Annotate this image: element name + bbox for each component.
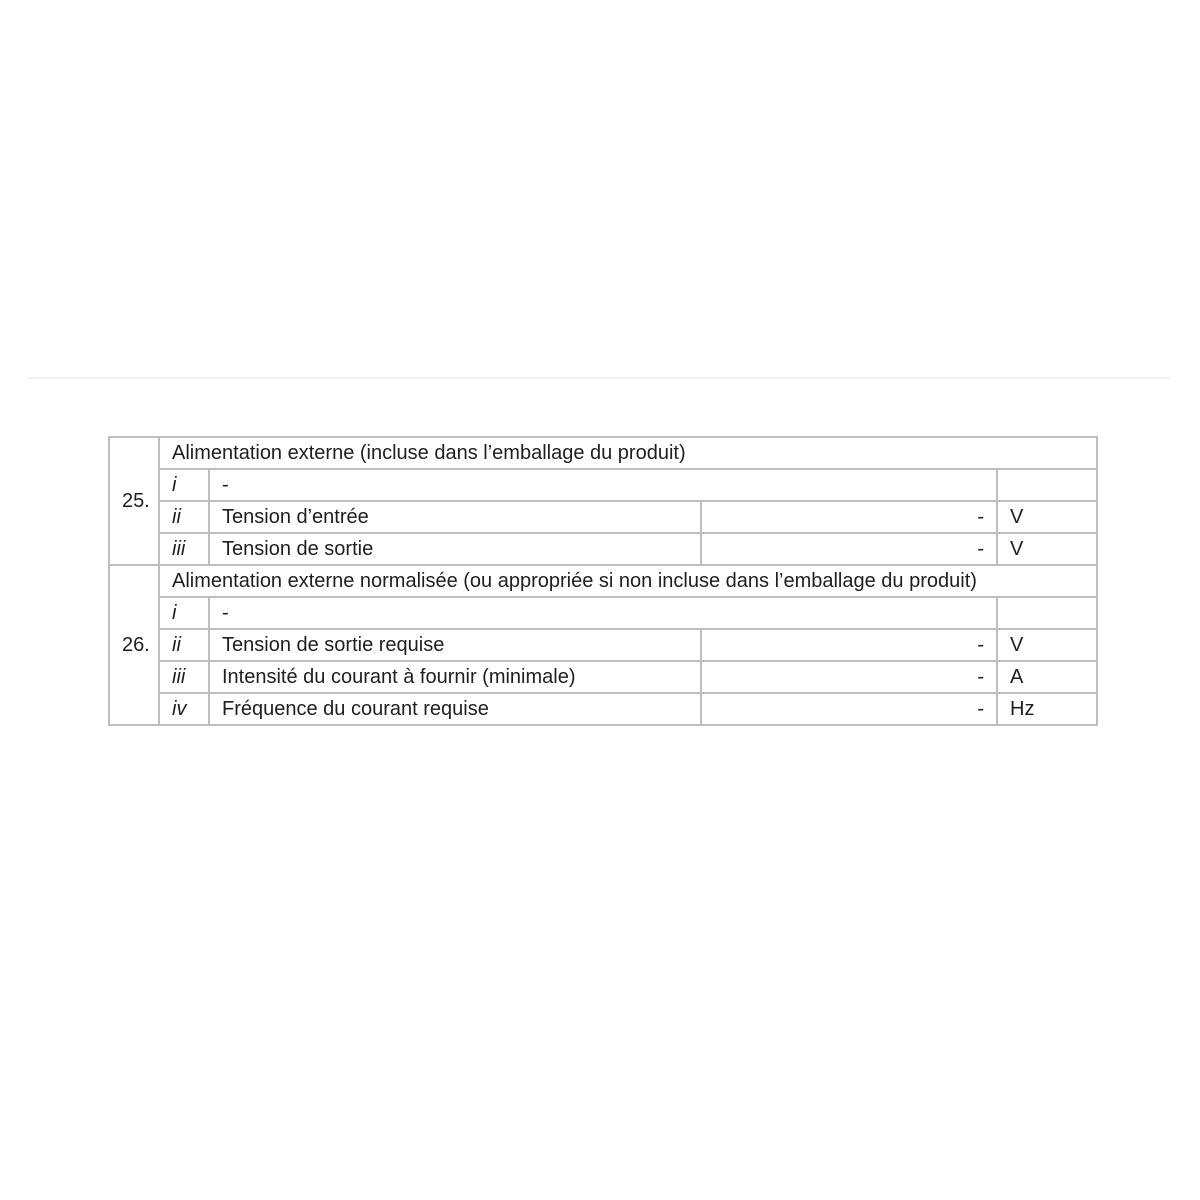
separator-line bbox=[28, 377, 1170, 379]
row-unit bbox=[997, 469, 1097, 501]
section-title: Alimentation externe (incluse dans l’emballage du produit) bbox=[159, 437, 1097, 469]
row-numeral: i bbox=[159, 597, 209, 629]
section-title: Alimentation externe normalisée (ou appropriée si non incluse dans l’emballage du produit) bbox=[159, 565, 1097, 597]
section-number: 25. bbox=[109, 437, 159, 565]
row-unit: V bbox=[997, 501, 1097, 533]
row-label: Tension de sortie requise bbox=[209, 629, 701, 661]
row-label: Tension de sortie bbox=[209, 533, 701, 565]
row-value: - bbox=[701, 661, 997, 693]
section-header-row bbox=[109, 437, 1097, 469]
row-label: - bbox=[209, 469, 997, 501]
table-row bbox=[109, 597, 1097, 629]
row-value: - bbox=[701, 629, 997, 661]
row-numeral: iv bbox=[159, 693, 209, 725]
row-unit bbox=[997, 597, 1097, 629]
row-value: - bbox=[701, 693, 997, 725]
row-unit: Hz bbox=[997, 693, 1097, 725]
row-numeral: iii bbox=[159, 661, 209, 693]
row-value: - bbox=[701, 533, 997, 565]
table-row bbox=[109, 501, 1097, 533]
row-value: - bbox=[701, 501, 997, 533]
row-label: Fréquence du courant requise bbox=[209, 693, 701, 725]
row-label: - bbox=[209, 597, 997, 629]
table-row bbox=[109, 661, 1097, 693]
row-numeral: ii bbox=[159, 501, 209, 533]
table-row bbox=[109, 629, 1097, 661]
row-unit: V bbox=[997, 533, 1097, 565]
row-unit: A bbox=[997, 661, 1097, 693]
section-header-row bbox=[109, 565, 1097, 597]
row-unit: V bbox=[997, 629, 1097, 661]
table-row bbox=[109, 693, 1097, 725]
row-numeral: ii bbox=[159, 629, 209, 661]
row-numeral: i bbox=[159, 469, 209, 501]
table-row bbox=[109, 533, 1097, 565]
row-numeral: iii bbox=[159, 533, 209, 565]
row-label: Tension d’entrée bbox=[209, 501, 701, 533]
power-supply-spec-table bbox=[108, 436, 1098, 726]
table-row bbox=[109, 469, 1097, 501]
row-label: Intensité du courant à fournir (minimale) bbox=[209, 661, 701, 693]
section-number: 26. bbox=[109, 565, 159, 725]
